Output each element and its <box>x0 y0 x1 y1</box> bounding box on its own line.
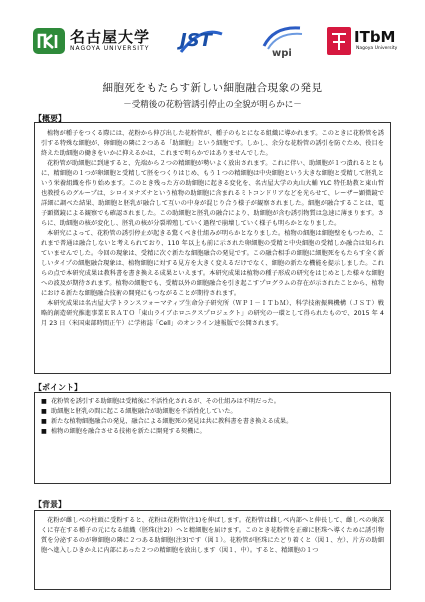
summary-paragraph-3: 本研究によって、花粉管の誘引停止が起きる驚くべき仕組みが明らかとなりました。植物の細胞は細胞壁をもつため、これまで普通は融合しないと考えられており、110 年以上も前に示された卵細胞の受精と中央細胞の受精しか融合は知られていませんでした。今回の現象は、受精に次ぐ新たな細胞融合の発見です。この融合相手の細胞に細胞死をもたらす全く新しいタイプの細胞融合現象は、植物細胞に対する見方を大きく変えるだけでなく、細胞の新たな機能を提示しました。これらの点で本研究成果は教科書を書き換える成果といえます。本研究成果は植物の種子形成の研究をはじめとした様々な細胞への波及が期待されます。植物の細胞でも、受精以外の細胞融合を引き起こすプログラムの存在が示されたことから、植物における新たな細胞融合技術の開発にもつながることが期待されます。 <box>41 230 384 297</box>
points-list <box>41 397 384 437</box>
bullet-icon: ■ <box>41 408 47 415</box>
summary-paragraph-2: 花粉管が助細胞に到達すると、先端から２つの精細胞が勢いよく放出されます。これに伴い、助細胞が１つ潰れるとともに、精細胞の１つが卵細胞と受精して胚をつくりはじめ、もう１つの精細胞は中央細胞という大きな細胞と受精して胚乳という栄養組織を作り始めます。このとき残った方の助細胞に起きる変化を、名古屋大学の丸山大輔 YLC 特任助教と東山哲也教授らのグループは、シロイヌナズナという植物の助細胞に含まれるミトコンドリアなどを光らせて、レーザー顕微鏡で詳細に調べた結果、助細胞と胚乳が融合して互いの中身が混じり合う様子が観察されました。細胞が融合することは、電子顕微鏡による観察でも確認されました。この助細胞と胚乳の融合により、助細胞が含む誘引物質は急速に薄まります。さらに、助細胞の核が変化し、胚乳の核が分裂増殖していく過程で崩壊していく様子も明らかとなりました。 <box>41 160 384 227</box>
wpi-logo <box>260 22 304 66</box>
point-text: 新たな植物細胞融合の発見、融合による細胞死の発見は共に教科書を書き換える成果。 <box>51 418 293 425</box>
wpi-text: wpi <box>272 48 292 59</box>
itbm-sub: Nagoya University <box>356 46 398 51</box>
summary-paragraph-4: 本研究成果は名古屋大学トランスフォーマティブ生命分子研究所（ＷＰＩ－ＩＴｂＭ）、科学技術振興機構（ＪＳＴ）戦略的創造研究推進事業ＥＲＡＴＯ「東山ライブホロニクスプロジェクト」の研究の一環として得られたもので、2015 年 4 月 23 日（米国東部時間正午）に学術誌「Cell」のオンライン速報版で公開されます。 <box>41 300 384 327</box>
document-subtitle: －受精後の花粉管誘引停止の全貌が明らかに－ <box>123 100 302 110</box>
point-text: 花粉管を誘引する助細胞は受精後に不活性化されるが、その仕組みは不明だった。 <box>51 398 280 405</box>
nagoya-university-sub: NAGOYA UNIVERSITY <box>70 45 150 52</box>
nagoya-university-logo <box>32 26 152 58</box>
logo-bar <box>32 20 398 68</box>
point-item <box>41 427 384 437</box>
summary-paragraph-1: 植物が種子をつくる際には、花粉から伸び出した花粉管が、種子のもとになる組織に導かれます。このときに花粉管を誘引する特殊な細胞が、卵細胞の隣に２つある「助細胞」という細胞です。しかし、余分な花粉管の誘引を防ぐため、役目を終えた助細胞の働きをいかに抑えるかは、これまで明らかではありませんでした。 <box>41 130 384 157</box>
bullet-icon: ■ <box>41 428 47 435</box>
points-heading: 【ポイント】 <box>34 383 82 392</box>
bullet-icon: ■ <box>41 418 47 425</box>
point-text: 助細胞と胚乳の間に起こる細胞融合が助細胞を不活性化していた。 <box>51 408 237 415</box>
itbm-text: ITbM <box>354 28 396 46</box>
background-box <box>34 510 391 590</box>
summary-heading: 【概要】 <box>34 114 66 123</box>
point-item <box>41 397 384 407</box>
background-heading: 【背景】 <box>34 500 66 509</box>
document-title: 細胞死をもたらす新しい細胞融合現象の発見 <box>102 82 323 94</box>
jst-text: JST <box>180 30 212 51</box>
summary-box <box>34 122 391 374</box>
background-paragraph-1: 花粉が雌しべの柱頭に受粉すると、花粉は花粉管(注1)を伸ばします。花粉管は雌しべ内部へと伸長して、雌しべの奥深くに存在する種子の元になる組織（胚珠(注2)）へと精細胞を届けます。このとき花粉管を正確に胚珠へ導くために誘引物質を分泌するのが卵細胞の隣に２つある助細胞(注3)です（図１）。花粉管が胚珠にたどり着くと（図１、左）、片方の助細胞へ進入しひきかえに内部にあった２つの精細胞を放出します（図１、中）。すると、精細胞の１つ <box>41 517 384 554</box>
itbm-emblem-icon <box>326 26 352 56</box>
nagoya-university-emblem-icon <box>32 26 66 56</box>
point-item <box>41 417 384 427</box>
bullet-icon: ■ <box>41 398 47 405</box>
itbm-logo <box>326 26 398 62</box>
nagoya-university-name: 名古屋大学 <box>70 28 151 46</box>
point-item <box>41 407 384 417</box>
jst-logo <box>178 22 224 62</box>
points-box <box>34 392 391 484</box>
point-text: 植物の細胞を融合させる技術を新たに開発する契機に。 <box>51 428 206 435</box>
